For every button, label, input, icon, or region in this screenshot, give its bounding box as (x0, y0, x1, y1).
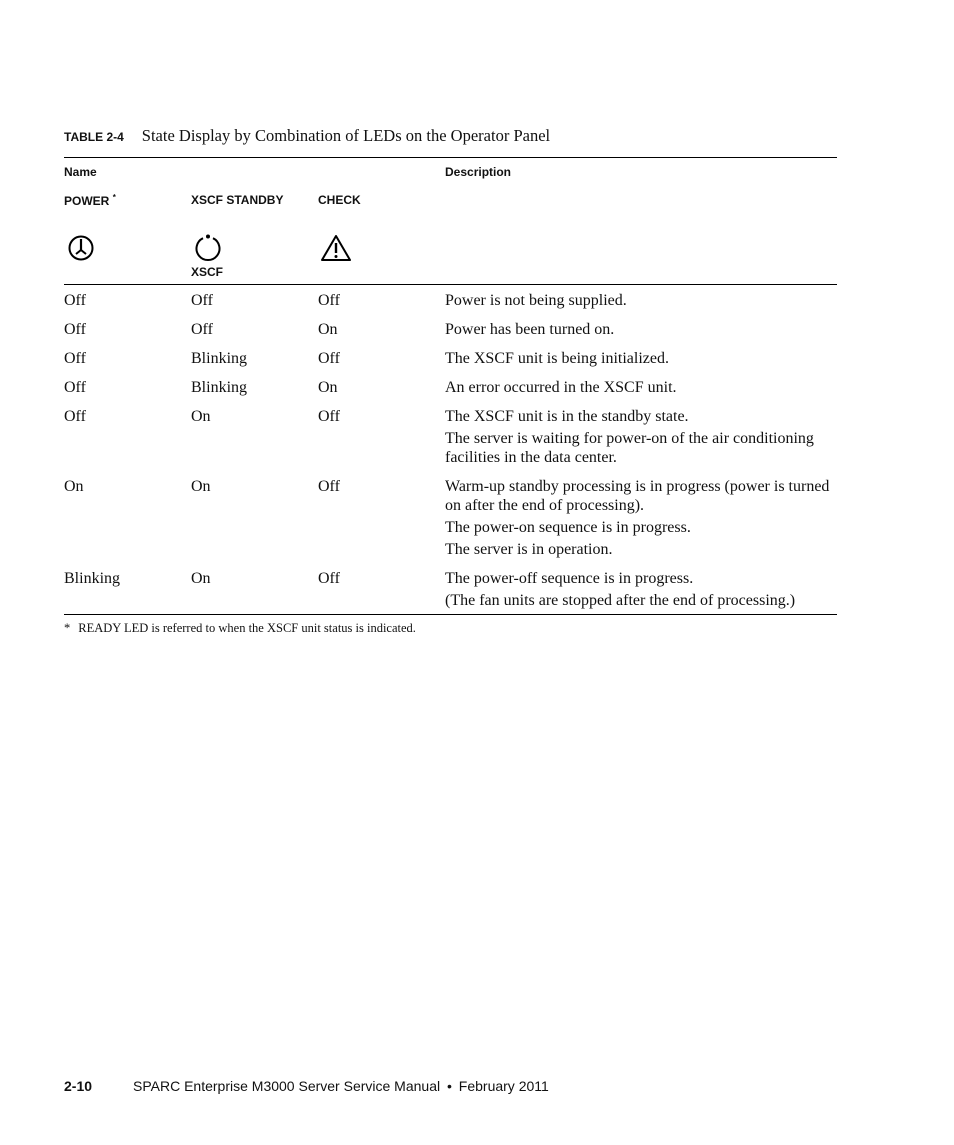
row-xscf-state: On (191, 478, 211, 495)
row-power-state: On (64, 478, 84, 495)
description-line: The power-on sequence is in progress. (445, 519, 691, 536)
row-description (445, 291, 837, 313)
header-name: Name (64, 165, 97, 179)
page-number: 2-10 (64, 1078, 93, 1094)
row-check-state: Off (318, 292, 340, 309)
row-power-state: Blinking (64, 570, 121, 587)
row-check-state: Off (318, 570, 340, 587)
description-line: The XSCF unit is being initialized. (445, 350, 669, 367)
row-check-state: On (318, 379, 338, 396)
table-footnote (64, 621, 416, 636)
power-icon (67, 234, 95, 262)
row-power-state: Off (64, 321, 86, 338)
row-xscf-state: Blinking (191, 379, 248, 396)
header-description: Description (445, 165, 512, 179)
row-xscf-state: On (191, 570, 211, 587)
publication-date: February 2011 (458, 1078, 549, 1094)
table-bottom-rule (64, 614, 837, 615)
row-check-state: Off (318, 350, 340, 367)
description-line: An error occurred in the XSCF unit. (445, 379, 677, 396)
description-line: Power has been turned on. (445, 321, 615, 338)
table-caption (64, 126, 550, 146)
row-description (445, 320, 837, 342)
row-description (445, 477, 837, 562)
footer-bullet: • (446, 1078, 452, 1094)
header-power-label: POWER (64, 194, 110, 208)
description-line: The XSCF unit is in the standby state. (445, 408, 689, 425)
description-line: (The fan units are stopped after the end of processing.) (445, 592, 796, 609)
row-xscf-state: Off (191, 321, 213, 338)
description-line: The server is waiting for power-on of the air conditioning facilities in the data center. (445, 430, 814, 466)
header-check: CHECK (318, 193, 361, 207)
table-top-rule (64, 157, 837, 158)
row-xscf-state: On (191, 408, 211, 425)
description-line: Power is not being supplied. (445, 292, 627, 309)
footnote-text: READY LED is referred to when the XSCF unit status is indicated. (78, 621, 416, 635)
row-description (445, 378, 837, 400)
footnote-mark: * (64, 621, 71, 635)
row-check-state: Off (318, 408, 340, 425)
row-check-state: Off (318, 478, 340, 495)
row-power-state: Off (64, 408, 86, 425)
row-description (445, 349, 837, 371)
footnote-reference: * (112, 193, 116, 202)
row-description (445, 569, 837, 613)
row-xscf-state: Off (191, 292, 213, 309)
table-label: TABLE 2-4 (64, 130, 124, 144)
description-line: The power-off sequence is in progress. (445, 570, 694, 587)
header-xscf-standby: XSCF STANDBY (191, 193, 284, 207)
warning-triangle-icon (320, 234, 352, 262)
row-check-state: On (318, 321, 338, 338)
running-footer (133, 1078, 549, 1094)
description-line: The server is in operation. (445, 541, 613, 558)
row-power-state: Off (64, 292, 86, 309)
row-power-state: Off (64, 350, 86, 367)
row-description (445, 407, 837, 470)
row-xscf-state: Blinking (191, 350, 248, 367)
header-power (64, 193, 116, 208)
standby-circle-icon (193, 233, 223, 263)
xscf-icon-label: XSCF (191, 265, 224, 279)
description-line: Warm-up standby processing is in progress (power is turned on after the end of processing). (445, 478, 830, 514)
document-title: SPARC Enterprise M3000 Server Service Manual (133, 1078, 441, 1094)
header-bottom-rule (64, 284, 837, 285)
table-title: State Display by Combination of LEDs on the Operator Panel (141, 126, 551, 145)
row-power-state: Off (64, 379, 86, 396)
